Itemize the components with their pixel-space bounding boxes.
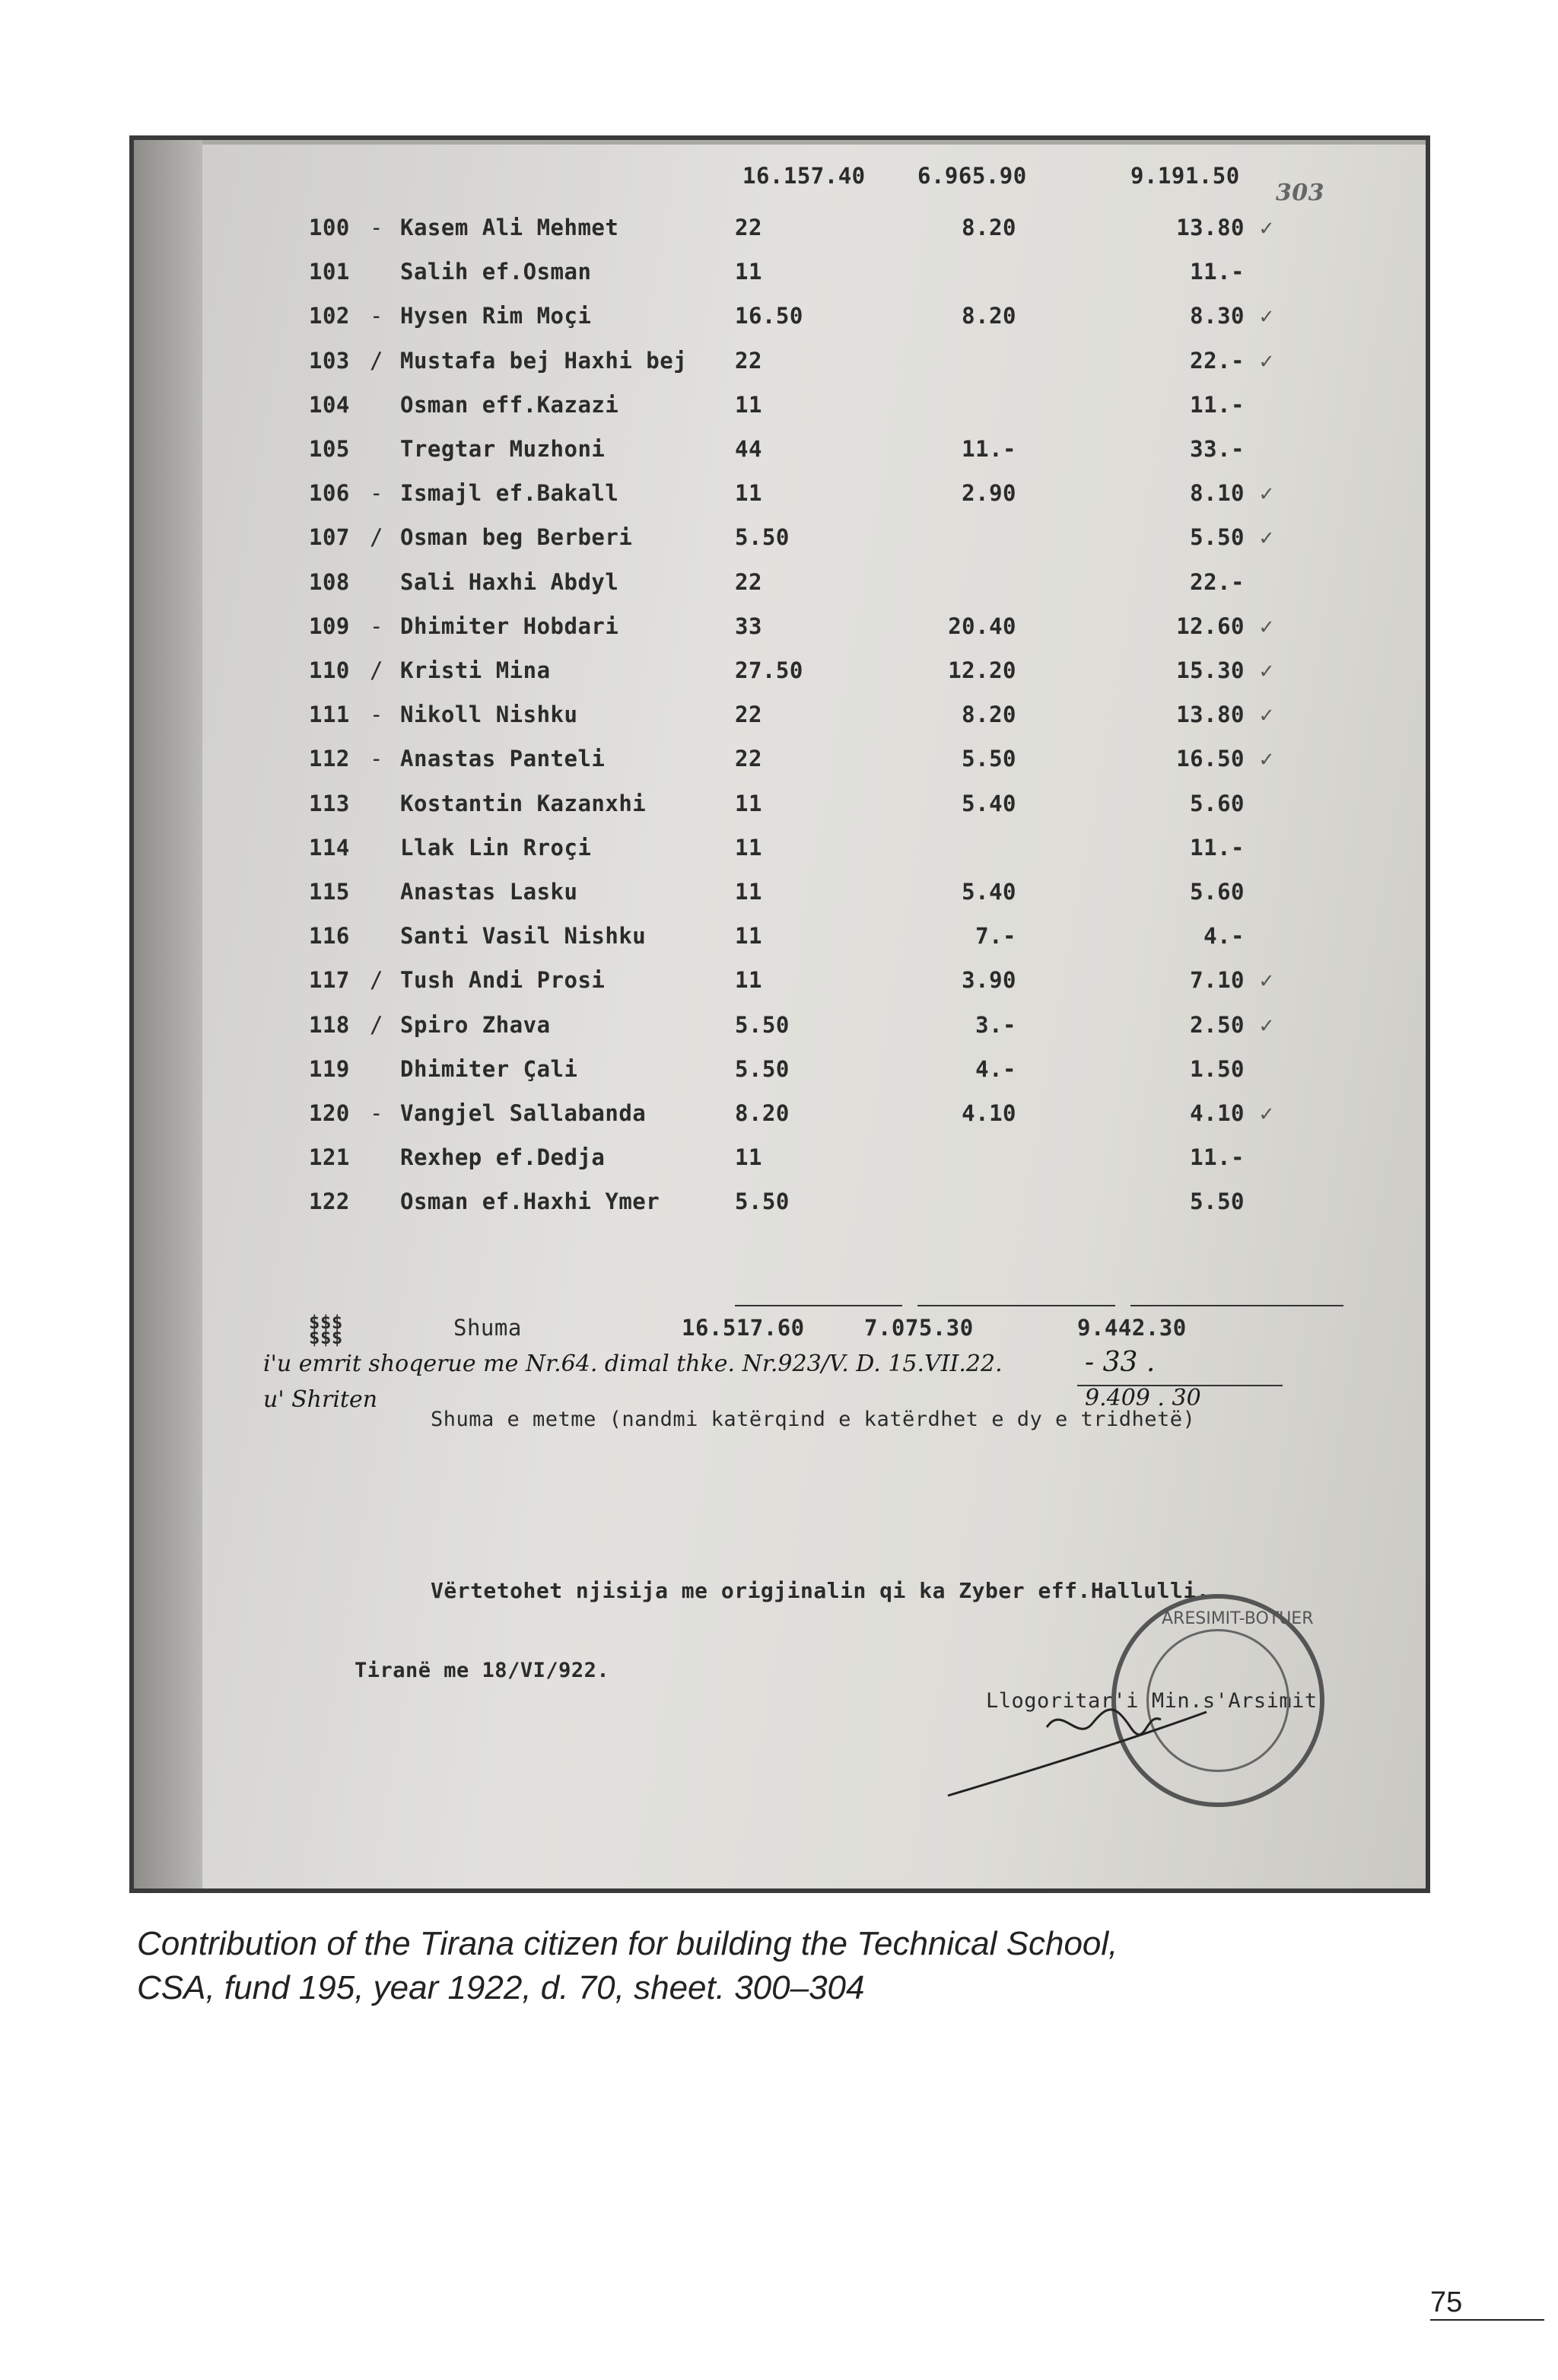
amount-b: 11.- <box>962 436 1016 462</box>
amount-a: 22 <box>735 568 762 595</box>
contributor-name: Kostantin Kazanxhi <box>400 790 647 816</box>
contributor-name: Dhimiter Çali <box>400 1055 578 1082</box>
amount-c: 11.- <box>1190 1144 1245 1171</box>
ledger-row <box>202 1056 1430 1102</box>
amount-a: 16.50 <box>735 303 803 329</box>
totals-label: Shuma <box>453 1315 522 1341</box>
row-number: 109 <box>309 612 350 639</box>
amount-b: 12.20 <box>948 657 1016 683</box>
certification-line: Vërtetohet njisija me origjinalin qi ka Zyber eff.Hallulli. <box>431 1578 1210 1603</box>
check-mark: ✓ <box>1260 612 1273 639</box>
ledger-row <box>202 923 1430 969</box>
amount-b: 5.40 <box>962 790 1016 816</box>
row-number: 111 <box>309 702 350 728</box>
row-tick-mark: - <box>370 303 383 329</box>
contributor-name: Ismajl ef.Bakall <box>400 480 619 507</box>
amount-c: 8.10 <box>1190 480 1245 507</box>
total-rule-a <box>735 1305 902 1306</box>
row-tick-mark: / <box>370 1011 383 1038</box>
amount-c: 4.10 <box>1190 1100 1245 1126</box>
handwritten-deduction: - 33 . <box>1085 1347 1156 1378</box>
row-tick-mark: - <box>370 746 383 772</box>
amount-a: 22 <box>735 746 762 772</box>
amount-a: 8.20 <box>735 1100 790 1126</box>
row-number: 103 <box>309 347 350 374</box>
amount-a: 11 <box>735 834 762 861</box>
seal-text: ARESIMIT-BOTUER <box>1162 1609 1314 1628</box>
amount-b: 2.90 <box>962 480 1016 507</box>
check-mark: ✓ <box>1260 347 1273 374</box>
amount-b: 4.- <box>975 1055 1016 1082</box>
row-tick-mark: / <box>370 657 383 683</box>
handwritten-note: i'u emrit shoqerue me Nr.64. dimal thke. Nr.923/V. D. 15.VII.22. <box>263 1351 1003 1377</box>
amount-c: 16.50 <box>1176 746 1245 772</box>
amount-b: 5.50 <box>962 746 1016 772</box>
row-number: 120 <box>309 1100 350 1126</box>
place-date: Tiranë me 18/VI/922. <box>355 1659 610 1682</box>
amount-c: 5.50 <box>1190 524 1245 551</box>
contributor-name: Vangjel Sallabanda <box>400 1100 647 1126</box>
row-number: 105 <box>309 436 350 462</box>
contributor-name: Nikoll Nishku <box>400 702 578 728</box>
row-number: 108 <box>309 568 350 595</box>
page-number: 75 <box>1430 2286 1544 2321</box>
row-number: 116 <box>309 923 350 950</box>
row-tick-mark: - <box>370 1100 383 1126</box>
contributor-name: Osman eff.Kazazi <box>400 391 619 418</box>
row-tick-mark: / <box>370 967 383 994</box>
contributor-name: Rexhep ef.Dedja <box>400 1144 606 1171</box>
total-rule-c <box>1130 1305 1343 1306</box>
ledger-row <box>202 303 1430 348</box>
amount-a: 11 <box>735 879 762 905</box>
carried-total-a: 16.157.40 <box>742 163 866 189</box>
ledger-row <box>202 879 1430 924</box>
amount-a: 11 <box>735 259 762 285</box>
check-mark: ✓ <box>1260 746 1273 772</box>
amount-a: 11 <box>735 480 762 507</box>
row-number: 112 <box>309 746 350 772</box>
check-mark: ✓ <box>1260 702 1273 728</box>
amount-b: 7.- <box>975 923 1016 950</box>
row-number: 113 <box>309 790 350 816</box>
paper-edge-shadow <box>134 140 202 1888</box>
row-number: 100 <box>309 215 350 240</box>
check-mark: ✓ <box>1260 967 1273 994</box>
amount-c: 7.10 <box>1190 967 1245 994</box>
totals-a: 16.517.60 <box>682 1315 805 1341</box>
check-mark: ✓ <box>1260 480 1273 507</box>
ledger-row <box>202 1188 1430 1234</box>
contributor-name: Tregtar Muzhoni <box>400 436 606 462</box>
ledger-row <box>202 746 1430 791</box>
contributor-name: Osman ef.Haxhi Ymer <box>400 1188 660 1215</box>
carried-total-b: 6.965.90 <box>917 163 1027 189</box>
ledger-row <box>202 657 1430 703</box>
ledger-row <box>202 480 1430 526</box>
amount-a: 33 <box>735 612 762 639</box>
totals-c: 9.442.30 <box>1077 1315 1187 1341</box>
row-number: 102 <box>309 303 350 329</box>
check-mark: ✓ <box>1260 524 1273 551</box>
row-number: 104 <box>309 391 350 418</box>
contributor-name: Salih ef.Osman <box>400 259 592 285</box>
contributor-name: Dhimiter Hobdari <box>400 612 619 639</box>
amount-c: 5.50 <box>1190 1188 1245 1215</box>
contributor-name: Tush Andi Prosi <box>400 967 606 994</box>
ledger-row <box>202 702 1430 747</box>
row-tick-mark: / <box>370 347 383 374</box>
totals-marks: $$$ $$$ <box>309 1312 343 1348</box>
amount-c: 8.30 <box>1190 303 1245 329</box>
check-mark: ✓ <box>1260 657 1273 683</box>
contributor-name: Anastas Panteli <box>400 746 606 772</box>
ledger-row <box>202 259 1430 304</box>
caption-line-2: CSA, fund 195, year 1922, d. 70, sheet. 300–304 <box>137 1969 865 2006</box>
amount-a: 5.50 <box>735 1055 790 1082</box>
amount-c: 22.- <box>1190 568 1245 595</box>
ledger-row <box>202 215 1430 260</box>
amount-c: 22.- <box>1190 347 1245 374</box>
ledger-row <box>202 569 1430 615</box>
contributor-name: Kasem Ali Mehmet <box>400 215 619 240</box>
amount-c: 11.- <box>1190 259 1245 285</box>
ledger-row <box>202 967 1430 1013</box>
row-number: 106 <box>309 480 350 507</box>
row-number: 118 <box>309 1011 350 1038</box>
row-tick-mark: - <box>370 215 383 240</box>
amount-b: 5.40 <box>962 879 1016 905</box>
amount-a: 22 <box>735 702 762 728</box>
total-rule-b <box>917 1305 1115 1306</box>
signature-scribble <box>933 1659 1237 1811</box>
check-mark: ✓ <box>1260 1011 1273 1038</box>
amount-a: 11 <box>735 923 762 950</box>
ledger-row <box>202 1012 1430 1058</box>
row-tick-mark: - <box>370 612 383 639</box>
ledger-row <box>202 1100 1430 1146</box>
row-tick-mark: - <box>370 702 383 728</box>
amount-c: 4.- <box>1203 923 1245 950</box>
amount-c: 5.60 <box>1190 790 1245 816</box>
signatory-title: Llogoritar'i Min.s'Arsimit <box>986 1689 1318 1713</box>
row-number: 110 <box>309 657 350 683</box>
check-mark: ✓ <box>1260 1100 1273 1126</box>
amount-a: 11 <box>735 1144 762 1171</box>
row-number: 101 <box>309 259 350 285</box>
amount-b: 4.10 <box>962 1100 1016 1126</box>
contributor-name: Kristi Mina <box>400 657 551 683</box>
contributor-name: Llak Lin Rroçi <box>400 834 592 861</box>
amount-c: 12.60 <box>1176 612 1245 639</box>
handwritten-result: 9.409 . 30 <box>1085 1385 1201 1411</box>
amount-a: 5.50 <box>735 1188 790 1215</box>
amount-a: 11 <box>735 967 762 994</box>
sheet-number: 303 <box>1275 180 1324 206</box>
archival-sheet <box>202 145 1430 1892</box>
row-number: 121 <box>309 1144 350 1171</box>
totals-b: 7.075.30 <box>864 1315 974 1341</box>
amount-b: 3.90 <box>962 967 1016 994</box>
check-mark: ✓ <box>1260 215 1273 240</box>
contributor-name: Santi Vasil Nishku <box>400 923 647 950</box>
amount-c: 11.- <box>1190 834 1245 861</box>
contributor-name: Sali Haxhi Abdyl <box>400 568 619 595</box>
ledger-row <box>202 613 1430 659</box>
amount-c: 33.- <box>1190 436 1245 462</box>
amount-b: 20.40 <box>948 612 1016 639</box>
carried-total-c: 9.191.50 <box>1130 163 1240 189</box>
amount-b: 8.20 <box>962 215 1016 240</box>
row-number: 114 <box>309 834 350 861</box>
contributor-name: Osman beg Berberi <box>400 524 633 551</box>
ledger-row <box>202 791 1430 836</box>
handwritten-note-2: u' Shriten <box>263 1386 378 1413</box>
amount-c: 13.80 <box>1176 702 1245 728</box>
amount-a: 11 <box>735 790 762 816</box>
ledger-row <box>202 524 1430 570</box>
amount-a: 22 <box>735 215 762 240</box>
amount-c: 13.80 <box>1176 215 1245 240</box>
carried-totals-row <box>202 163 1430 206</box>
amount-b: 8.20 <box>962 702 1016 728</box>
amount-a: 5.50 <box>735 1011 790 1038</box>
row-number: 117 <box>309 967 350 994</box>
amount-a: 44 <box>735 436 762 462</box>
amount-a: 27.50 <box>735 657 803 683</box>
figure-caption <box>137 1922 1461 2010</box>
amount-b: 3.- <box>975 1011 1016 1038</box>
row-number: 107 <box>309 524 350 551</box>
row-tick-mark: - <box>370 480 383 507</box>
ledger-row <box>202 1144 1430 1190</box>
amount-a: 22 <box>735 347 762 374</box>
ledger-row <box>202 835 1430 880</box>
contributor-name: Hysen Rim Moçi <box>400 303 592 329</box>
contributor-name: Spiro Zhava <box>400 1011 551 1038</box>
amount-b: 8.20 <box>962 303 1016 329</box>
row-number: 115 <box>309 879 350 905</box>
caption-line-1: Contribution of the Tirana citizen for building the Technical School, <box>137 1925 1118 1962</box>
ledger-row <box>202 348 1430 393</box>
amount-a: 11 <box>735 391 762 418</box>
ledger-row <box>202 392 1430 438</box>
amount-c: 15.30 <box>1176 657 1245 683</box>
amount-c: 1.50 <box>1190 1055 1245 1082</box>
ledger-row <box>202 436 1430 482</box>
document-photo <box>129 135 1430 1893</box>
row-number: 122 <box>309 1188 350 1215</box>
amount-c: 2.50 <box>1190 1011 1245 1038</box>
amount-c: 11.- <box>1190 391 1245 418</box>
row-number: 119 <box>309 1055 350 1082</box>
row-tick-mark: / <box>370 524 383 551</box>
contributor-name: Anastas Lasku <box>400 879 578 905</box>
contributor-name: Mustafa bej Haxhi bej <box>400 347 688 374</box>
amount-c: 5.60 <box>1190 879 1245 905</box>
amount-a: 5.50 <box>735 524 790 551</box>
check-mark: ✓ <box>1260 303 1273 329</box>
sum-in-words: Shuma e metme (nandmi katërqind e katërdhet e dy e tridhetë) <box>431 1408 1196 1431</box>
